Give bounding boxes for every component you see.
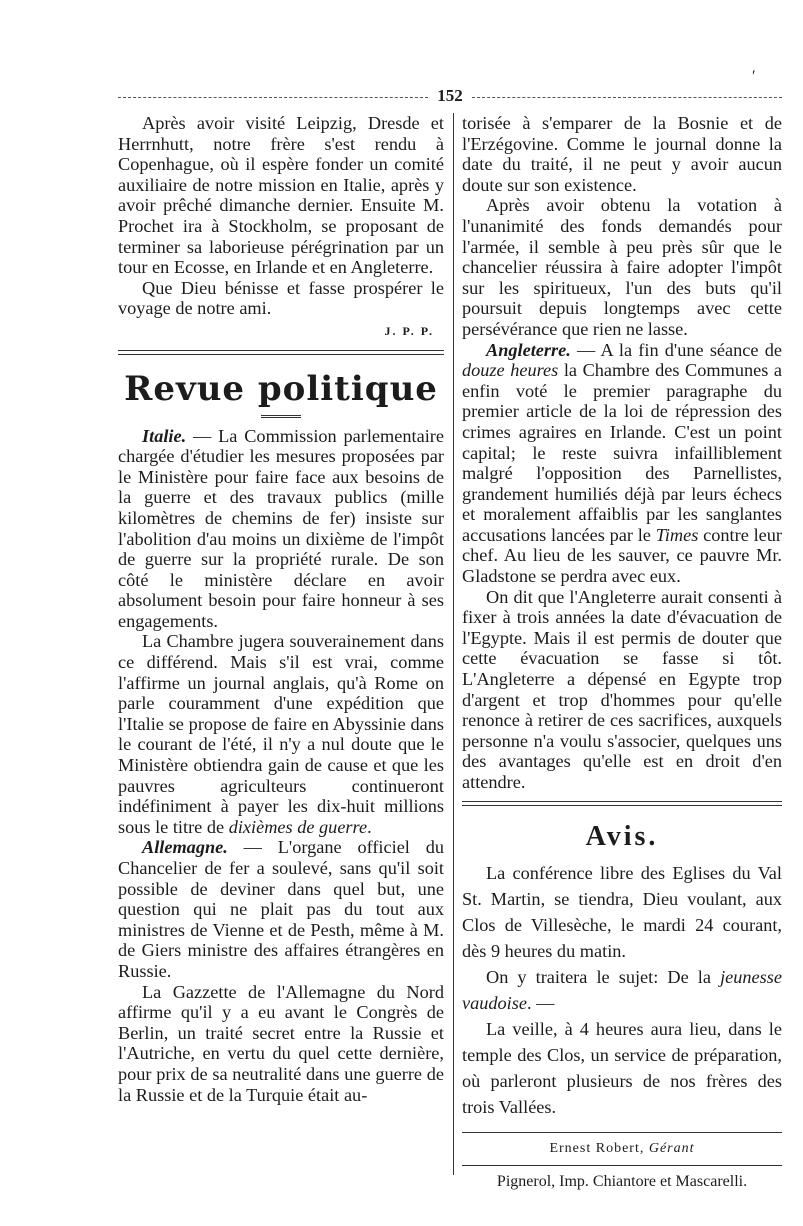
left-column <box>118 113 444 1105</box>
italie-emphasis: dixièmes de guerre <box>228 816 368 837</box>
angleterre-text-c: contre leur chef. Au lieu de les sauver, ce pauvre Mr. Gladstone se perdra avec eux. <box>462 524 782 587</box>
header-rule-right <box>472 97 782 98</box>
allemagne-text: — L'organe officiel du Chancelier de fer a soulevé, sans qu'il soit possible de deviner dans quel but, une question qui ne plait pas du tout aux ministres de Vienne et de Pesth, même à M. de Giers ministre des affaires étrangères en Russie. <box>118 837 444 981</box>
italie-text: — La Commission parlementaire chargée d'étudier les mesures proposées par le Ministère pour faire face aux besoins de la guerre et des travaux publics (mille kilomètres de chemins de fer) insiste sur l'abolition d'au moins un dixième de l'impôt de guerre sur la propriété rurale. De son côté le ministère déclare en avoir absolument besoin pour faire honneur à ses engagements. <box>118 425 444 631</box>
angleterre-paragraph-2: On dit que l'Angleterre aurait consenti à fixer à trois années la date d'évacuation de l'Egypte. Mais il est permis de douter que cette évacuation se fasse si tôt. L'Angleterre a dépensé en Egypte trop d'argent et trop d'hommes pour qu'elle renonce à retirer de ces sacrifices, auxquels personne n'a voulu s'associer, quelques uns des avantages qu'elle est en droit d'en attendre. <box>462 586 782 792</box>
angleterre-text-a: — A la fin d'une séance de <box>570 339 782 360</box>
intro-paragraph-2: Que Dieu bénisse et fasse prospérer le voyage de notre ami. <box>118 277 444 319</box>
signature: J. P. P. <box>384 323 434 338</box>
right-column <box>462 113 782 1193</box>
column-divider <box>453 113 454 1175</box>
page-number: 152 <box>437 86 463 105</box>
avis-text-2b: . — <box>526 992 555 1013</box>
angleterre-text-b: la Chambre des Communes a enfin voté le premier paragraphe du premier article de la loi de répression des crimes agraires en Irlande. C'est un point capital; le reste suivra infailliblement malgré l'opposition des Parnellistes, grandement humiliés déjà par leurs échecs et moralement affaiblis par les sanglantes accusations lancées par le <box>462 360 782 545</box>
times-title: Times <box>655 524 699 545</box>
avis-section <box>462 820 782 1120</box>
margin-mark: ′ <box>752 68 756 85</box>
section-divider <box>118 350 444 355</box>
avis-paragraph-3: La veille, à 4 heures aura lieu, dans le temple des Clos, un service de préparation, où parleront plusieurs de nos frères des trois Vallées. <box>462 1018 782 1117</box>
avis-title: Avis. <box>585 820 659 852</box>
avis-text-2a: On y traitera le sujet: De la <box>486 966 721 987</box>
gerant-title: Gérant <box>648 1140 695 1156</box>
continued-paragraph: torisée à s'emparer de la Bosnie et de l'Erzégovine. Comme le journal donne la date du traité, il ne peut y avoir aucun doute sur son existence. <box>462 113 782 195</box>
printer-line: Pignerol, Imp. Chiantore et Mascarelli. <box>462 1165 782 1193</box>
gerant-line: Ernest Robert, Gérant <box>462 1132 782 1160</box>
gerant-name: Ernest Robert <box>549 1140 640 1156</box>
italie-text-2a: La Chambre jugera souverainement dans ce différend. Mais s'il est vrai, comme l'affirme un journal anglais, qu'à Rome on parle couramment d'une expédition que l'Italie se propose de faire en Abyssinie dans le courant de l'été, il n'y a nul doute que le Ministère obtiendra gain de cause et que les pauvres agriculteurs continueront indéfiniment à payer les dix-huit millions sous le titre de <box>118 631 444 837</box>
italie-text-2b: . <box>367 816 372 837</box>
italie-paragraph-2 <box>118 631 444 837</box>
section-title: Revue politique <box>124 368 438 409</box>
italie-paragraph <box>118 426 444 632</box>
page-header <box>118 86 782 108</box>
avis-paragraph-1: La conférence libre des Eglises du Val St. Martin, se tiendra, Dieu voulant, aux Clos de Villesèche, le mardi 24 courant, dès 9 heures du matin. <box>462 862 782 961</box>
angleterre-emphasis: douze heures <box>462 360 559 381</box>
allemagne-paragraph <box>118 837 444 981</box>
allemagne-paragraph-2: La Gazzette de l'Allemagne du Nord affirme qu'il y a eu avant le Congrès de Berlin, un traité secret entre la Russie et l'Autriche, en vertu du quel cette dernière, pour prix de sa neutralité dans une guerre de la Russie et de la Turquie était au- <box>118 981 444 1105</box>
title-ornament-rule <box>261 415 301 418</box>
country-label-italie: Italie. <box>142 425 187 446</box>
country-label-angleterre: Angleterre. <box>486 339 571 360</box>
angleterre-paragraph <box>462 340 782 587</box>
header-rule-left <box>118 97 428 98</box>
votation-paragraph: Après avoir obtenu la votation à l'unanimité des fonds demandés pour l'armée, il semble à peu près sûr que le chancelier réussira à faire adopter l'impôt sur les spiritueux, l'un des buts qu'il poursuit depuis longtemps avec cette persévérance que rien ne lasse. <box>462 195 782 339</box>
avis-emphasis: jeunesse vaudoise <box>462 966 782 1013</box>
avis-paragraph-2 <box>462 964 782 1016</box>
avis-divider <box>462 801 782 806</box>
country-label-allemagne: Allemagne. <box>142 837 228 858</box>
intro-paragraph-1: Après avoir visité Leipzig, Dresde et Herrnhutt, notre frère s'est rendu à Copenhague, où il espère fonder un comité auxiliaire de notre mission en Italie, après y avoir prêché dimanche dernier. Ensuite M. Prochet ira à Stockholm, se proposant de terminer sa laborieuse pérégrination par un tour en Ecosse, en Irlande et en Angleterre. <box>118 113 444 278</box>
